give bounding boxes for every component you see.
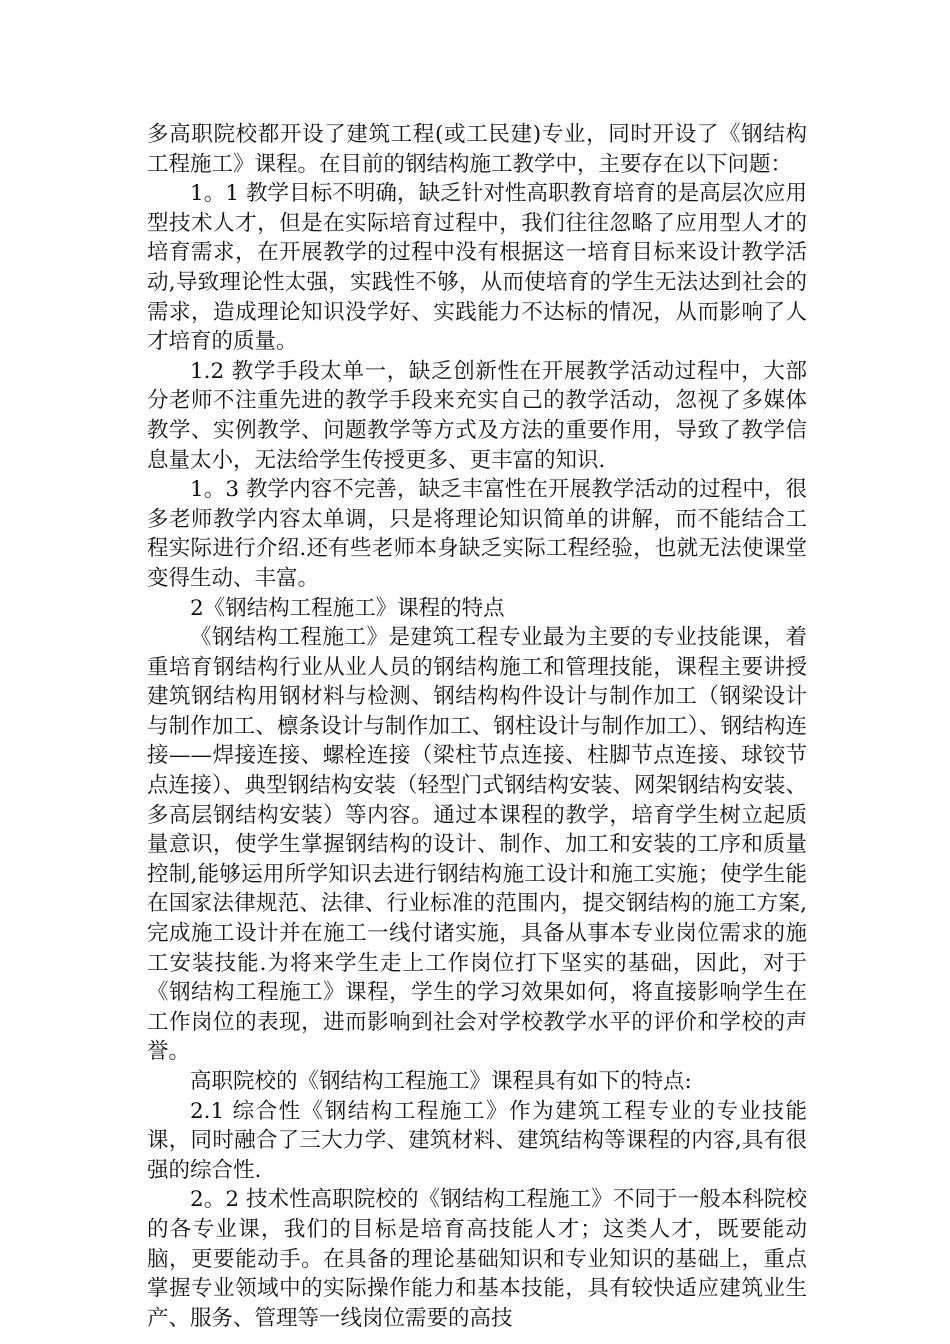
- paragraph-intro-continued: 多高职院校都开设了建筑工程(或工民建)专业，同时开设了《钢结构工程施工》课程。在目前的钢结构施工教学中，主要存在以下问题：: [147, 122, 807, 177]
- paragraph-course-features-intro: 高职院校的《钢结构工程施工》课程具有如下的特点:: [190, 1069, 692, 1094]
- document-body: [147, 120, 807, 1333]
- paragraph-1-1-teaching-goals: 1。1 教学目标不明确，缺乏针对性高职教育培育的是高层次应用型技术人才，但是在实际培育过程中，我们往往忽略了应用型人才的培育需求，在开展教学的过程中没有根据这一培育目标来设计教学活动,导致理论性太强，实践性不够，从而使培育的学生无法达到社会的需求，造成理论知识没学好、实践能力不达标的情况，从而影响了人才培育的质量。: [147, 181, 807, 355]
- section-heading-2: 2《钢结构工程施工》课程的特点: [190, 595, 505, 621]
- paragraph-2-2-technical: 2。2 技术性高职院校的《钢结构工程施工》不同于一般本科院校的各专业课，我们的目标是培育高技能人才；这类人才，既要能动脑，更要能动手。在具备的理论基础知识和专业知识的基础上，重点掌握专业领域中的实际操作能力和基本技能，具有较快适应建筑业生产、服务、管理等一线岗位需要的高技: [147, 1187, 807, 1331]
- paragraph-1-3-teaching-content: 1。3 教学内容不完善，缺乏丰富性在开展教学活动的过程中，很多老师教学内容太单调，只是将理论知识简单的讲解，而不能结合工程实际进行介绍.还有些老师本身缺乏实际工程经验，也就无法使课堂变得生动、丰富。: [147, 477, 807, 591]
- paragraph-2-1-comprehensive: 2.1 综合性《钢结构工程施工》作为建筑工程专业的专业技能课，同时融合了三大力学、建筑材料、建筑结构等课程的内容,具有很强的综合性.: [147, 1098, 807, 1183]
- paragraph-1-2-teaching-methods: 1.2 教学手段太单一，缺乏创新性在开展教学活动过程中，大部分老师不注重先进的教学手段来充实自己的教学活动，忽视了多媒体教学、实例教学、问题教学等方式及方法的重要作用，导致了教学信息量太小，无法给学生传授更多、更丰富的知识.: [147, 358, 807, 473]
- paragraph-course-description: 《钢结构工程施工》是建筑工程专业最为主要的专业技能课，着重培育钢结构行业从业人员的钢结构施工和管理技能，课程主要讲授建筑钢结构用钢材料与检测、钢结构构件设计与制作加工（钢梁设计与制作加工、檩条设计与制作加工、钢柱设计与制作加工）、钢结构连接——焊接连接、螺栓连接（梁柱节点连接、柱脚节点连接、球铰节点连接）、典型钢结构安装（轻型门式钢结构安装、网架钢结构安装、多高层钢结构安装）等内容。通过本课程的教学，培育学生树立起质量意识，使学生掌握钢结构的设计、制作、加工和安装的工序和质量控制,能够运用所学知识去进行钢结构施工设计和施工实施；使学生能在国家法律规范、法律、行业标准的范围内，提交钢结构的施工方案,完成施工设计并在施工一线付诸实施，具备从事本专业岗位需求的施工安装技能.为将来学生走上工作岗位打下坚实的基础，因此，对于《钢结构工程施工》课程，学生的学习效果如何，将直接影响学生在工作岗位的表现，进而影响到社会对学校教学水平的评价和学校的声誉。: [147, 625, 807, 1065]
